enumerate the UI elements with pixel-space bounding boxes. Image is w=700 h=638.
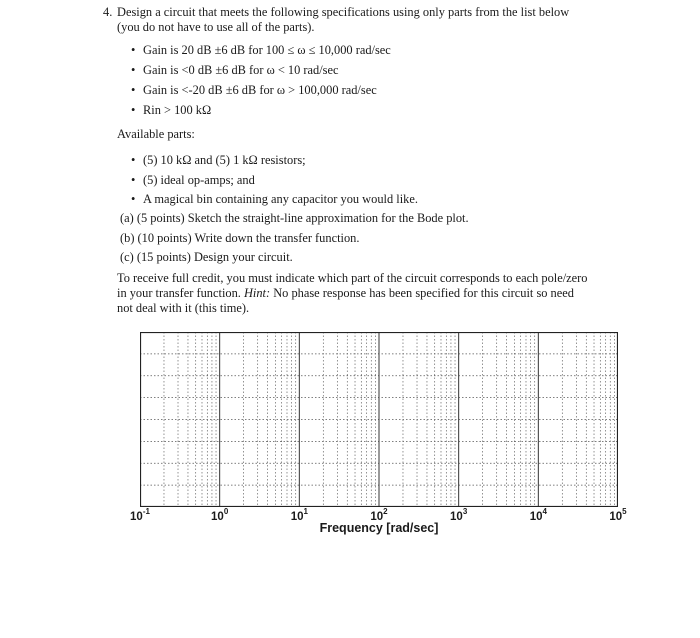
x-tick-label	[609, 508, 626, 523]
part-item: (5) 10 kΩ and (5) 1 kΩ resistors;	[143, 153, 306, 167]
bode-grid-svg	[140, 332, 618, 507]
tick-exponent: 3	[462, 507, 468, 516]
tick-base: 10	[450, 510, 463, 523]
spec-item: Gain is 20 dB ±6 dB for 100 ≤ ω ≤ 10,000 rad/sec	[143, 43, 391, 57]
tick-base: 10	[290, 510, 304, 523]
task-c: (c) (15 points) Design your circuit.	[120, 250, 293, 264]
tick-base: 10	[130, 510, 143, 523]
bullet-icon: •	[131, 43, 136, 57]
tick-exponent: 2	[383, 507, 388, 516]
tick-exponent: -1	[142, 507, 150, 516]
note-line2-pre: in your transfer function.	[117, 286, 244, 300]
tick-exponent: 0	[223, 507, 229, 516]
bullet-icon: •	[131, 63, 136, 77]
x-tick-label	[450, 508, 467, 523]
part-item: A magical bin containing any capacitor you would like.	[143, 192, 418, 206]
tick-base: 10	[370, 510, 384, 523]
note-hint: Hint:	[243, 286, 271, 300]
bode-plot-grid	[140, 332, 618, 507]
spec-item: Rin > 100 kΩ	[143, 103, 212, 117]
note-line3: not deal with it (this time).	[117, 301, 250, 315]
parts-heading: Available parts:	[117, 127, 195, 141]
note-line1: To receive full credit, you must indicate which part of the circuit corresponds to each pole/zero	[117, 271, 588, 285]
note-line2	[117, 286, 574, 301]
tick-exponent: 5	[622, 507, 627, 516]
tick-base: 10	[529, 510, 543, 523]
note-line2-post: No phase response has been specified for this circuit so need	[270, 286, 574, 300]
x-tick-label	[530, 508, 547, 523]
bullet-icon: •	[131, 103, 136, 117]
x-tick-label	[211, 508, 228, 523]
bullet-icon: •	[131, 83, 136, 97]
bullet-icon: •	[131, 173, 136, 187]
part-item: (5) ideal op-amps; and	[143, 173, 255, 187]
bullet-icon: •	[131, 192, 136, 206]
tick-base: 10	[609, 510, 623, 523]
x-tick-label	[130, 508, 150, 523]
bullet-icon: •	[131, 153, 136, 167]
spec-item: Gain is <-20 dB ±6 dB for ω > 100,000 rad/sec	[143, 83, 377, 97]
x-tick-label	[291, 508, 308, 523]
tick-exponent: 4	[542, 507, 547, 516]
task-a: (a) (5 points) Sketch the straight-line approximation for the Bode plot.	[120, 211, 469, 225]
problem-number: 4.	[103, 5, 113, 19]
problem-intro-line1: Design a circuit that meets the following specifications using only parts from the list below	[117, 5, 570, 19]
spec-item: Gain is <0 dB ±6 dB for ω < 10 rad/sec	[143, 63, 339, 77]
problem-intro-line2: (you do not have to use all of the parts).	[117, 20, 315, 34]
task-b: (b) (10 points) Write down the transfer function.	[120, 231, 360, 245]
tick-base: 10	[211, 510, 224, 523]
x-axis-label: Frequency [rad/sec]	[319, 521, 439, 535]
tick-exponent: 1	[303, 507, 308, 516]
